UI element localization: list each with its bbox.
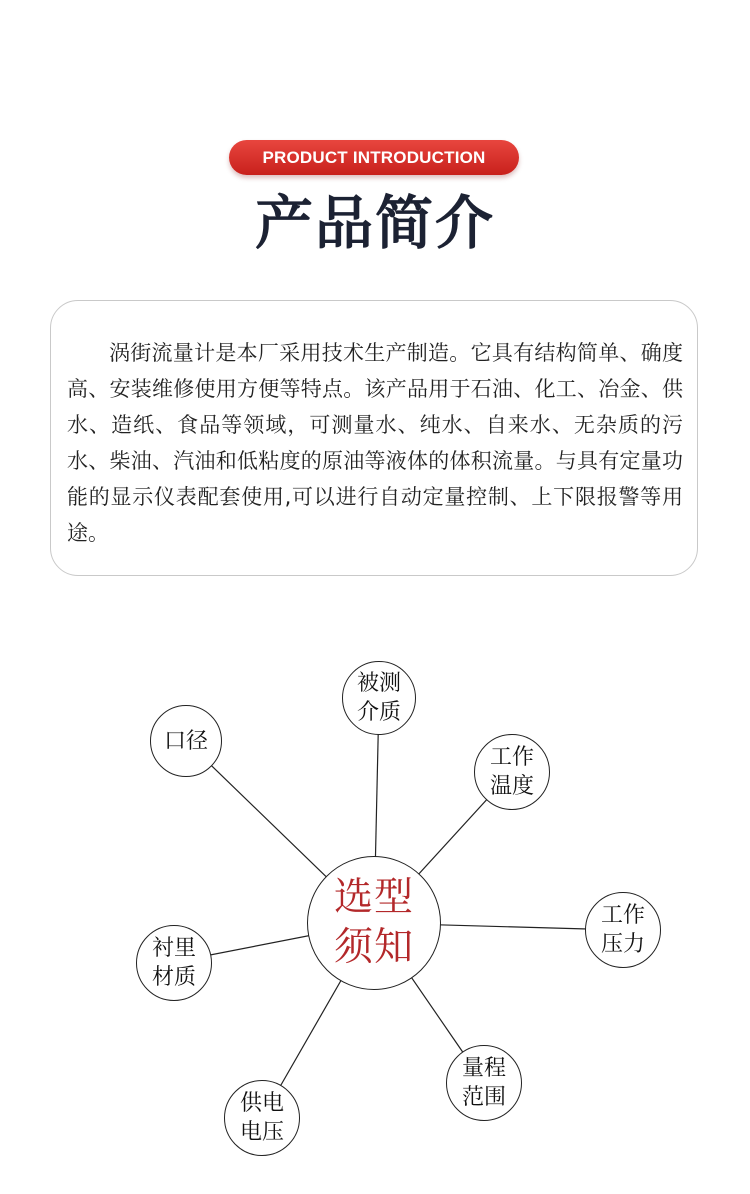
node-lining-line-1: 衬里 bbox=[151, 936, 196, 961]
node-lining bbox=[136, 925, 212, 1001]
intro-text: 涡街流量计是本厂采用技术生产制造。它具有结构简单、确度高、安装维修使用方便等特点。该产品用于石油、化工、冶金、供水、造纸、食品等领域，可测量水、纯水、自来水、无杂质的污水、柴油、汽油和低粘度的原油等液体的体积流量。与具有定量功能的显示仪表配套使用,可以进行自动定量控制、上下限报警等用途。 bbox=[67, 341, 683, 545]
node-lining-line-2: 材质 bbox=[151, 965, 196, 990]
node-temperature-line-1: 工作 bbox=[489, 745, 534, 770]
product-introduction-badge: PRODUCT INTRODUCTION bbox=[229, 140, 519, 175]
node-pressure-line-2: 压力 bbox=[600, 932, 645, 957]
node-voltage-line-1: 供电 bbox=[239, 1091, 284, 1116]
selection-notice-center-node bbox=[307, 856, 441, 990]
node-caliber bbox=[150, 705, 222, 777]
center-line-2: 须知 bbox=[333, 925, 414, 970]
node-range-line-1: 量程 bbox=[461, 1056, 506, 1081]
node-range bbox=[446, 1045, 522, 1121]
node-medium-line-2: 介质 bbox=[356, 700, 401, 725]
node-pressure bbox=[585, 892, 661, 968]
node-medium bbox=[342, 661, 416, 735]
center-line-1: 选型 bbox=[333, 875, 414, 920]
node-pressure-line-1: 工作 bbox=[600, 903, 645, 928]
node-medium-line-1: 被测 bbox=[356, 671, 401, 696]
page-title: 产品简介 bbox=[254, 189, 495, 257]
node-temperature bbox=[474, 734, 550, 810]
node-voltage-line-2: 电压 bbox=[239, 1120, 284, 1145]
node-voltage bbox=[224, 1080, 300, 1156]
intro-box bbox=[50, 300, 698, 576]
node-range-line-2: 范围 bbox=[461, 1085, 506, 1110]
node-temperature-line-2: 温度 bbox=[489, 774, 534, 799]
node-caliber-line-1: 口径 bbox=[163, 728, 208, 754]
